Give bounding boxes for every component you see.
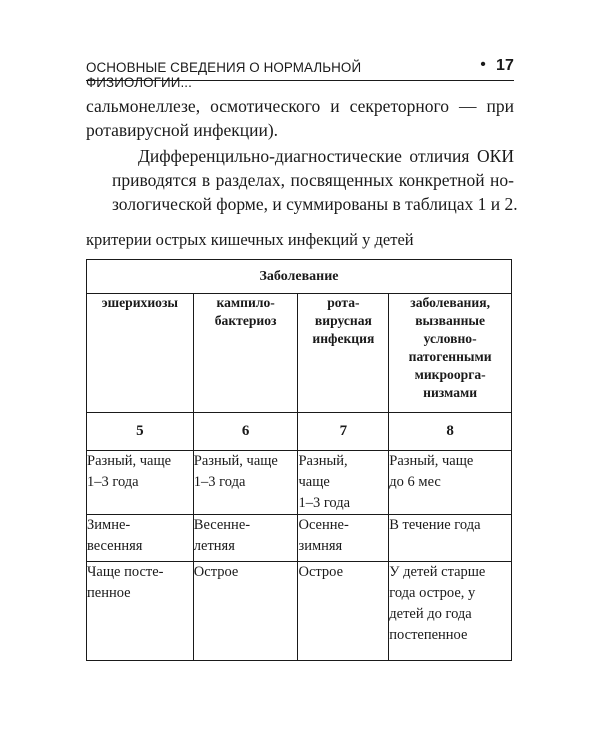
column-header	[193, 294, 298, 413]
column-header	[298, 294, 389, 413]
column-number: 5	[87, 413, 194, 451]
table-row	[86, 515, 512, 562]
text-line: зологической форме, и суммированы в таблицах 1 и 2.	[112, 194, 518, 214]
criteria-table	[86, 259, 512, 661]
text-line: приводятся в разделах, посвященных конкретной но-	[112, 170, 514, 190]
column-header-label: эшерихиозы	[101, 295, 179, 310]
table-cell: У детей старше года острое, у детей до года постепенное	[389, 562, 512, 661]
table-cell: Острое	[193, 562, 298, 661]
paragraph-2	[86, 144, 518, 216]
running-head-bullet: •	[480, 56, 486, 73]
column-number: 8	[389, 413, 512, 451]
running-head-title: ОСНОВНЫЕ СВЕДЕНИЯ О НОРМАЛЬНОЙ ФИЗИОЛОГИИ...	[86, 60, 362, 90]
column-header-label: заболевания, вызванные условно- патогенными микроорга- низмами	[408, 295, 492, 400]
column-number: 6	[193, 413, 298, 451]
table-cell: Острое	[298, 562, 389, 661]
table-caption: критерии острых кишечных инфекций у детей	[86, 230, 414, 249]
column-header-label: кампило- бактериоз	[214, 295, 277, 328]
column-number-row	[86, 413, 512, 451]
column-header-label: рота- вирусная инфекция	[312, 295, 375, 346]
table-cell: Зимне- весенняя	[87, 515, 194, 562]
body-text	[86, 94, 518, 216]
table-cell: Разный, чаще 1–3 года	[193, 451, 298, 515]
table-row	[86, 562, 512, 661]
column-number: 7	[298, 413, 389, 451]
column-header	[389, 294, 512, 413]
table-header-row	[86, 260, 512, 294]
group-header: Заболевание	[87, 260, 512, 294]
table-cell: Разный, чаще 1–3 года	[298, 451, 389, 515]
text-line: Дифференцильно-диагностические отличия ОКИ	[138, 146, 514, 166]
text-line: ротавирусной инфекции).	[86, 120, 279, 140]
table-cell: В течение года	[389, 515, 512, 562]
text-line: сальмонеллезе, осмотического и секреторного — при	[86, 96, 514, 116]
column-header-row	[86, 294, 512, 413]
paragraph-1	[86, 94, 514, 142]
table-cell: Чаще посте- пенное	[87, 562, 194, 661]
page-number: 17	[496, 57, 514, 74]
table-cell: Разный, чаще 1–3 года	[87, 451, 194, 515]
table-cell: Разный, чаще до 6 мес	[389, 451, 512, 515]
table-row	[86, 451, 512, 515]
running-head	[86, 56, 514, 90]
table-cell: Осенне- зимняя	[298, 515, 389, 562]
column-header	[87, 294, 194, 413]
table-cell: Весенне- летняя	[193, 515, 298, 562]
